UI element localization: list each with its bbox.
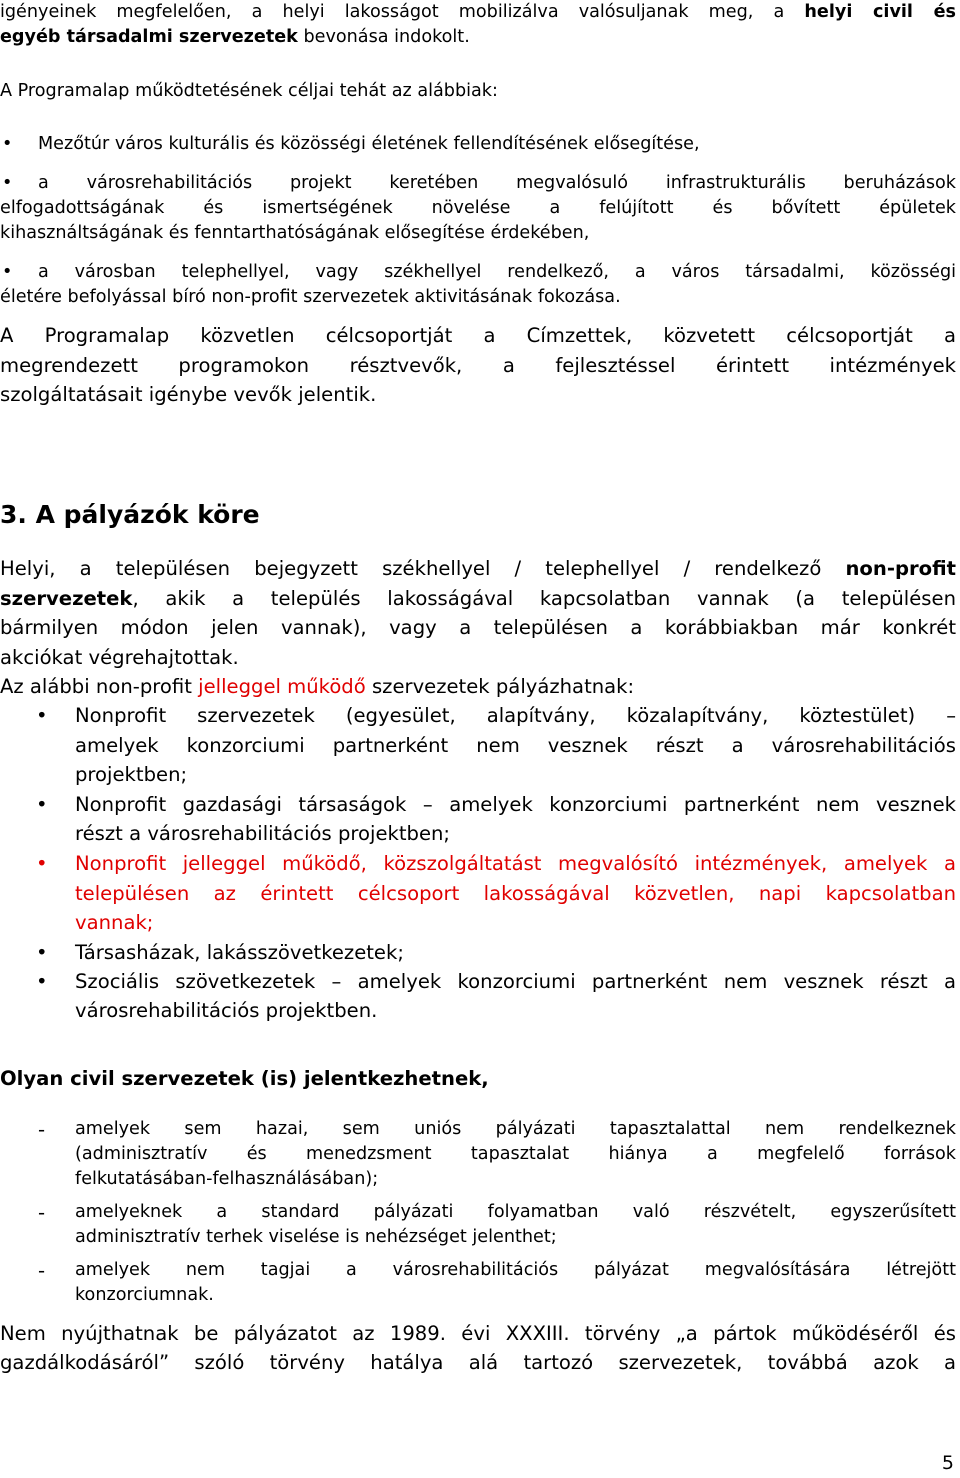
closing-line-1: Nem nyújthatnak be pályázatot az 1989. évi XXXIII. törvény „a pártok működéséről és bbox=[0, 1322, 956, 1345]
target-group-line: A Programalap közvetlen célcsoportját a Címzettek, közvetett célcsoportját a bbox=[0, 324, 956, 347]
civil-item-1-line: amelyek sem hazai, sem uniós pályázati tapasztalattal nem rendelkeznek bbox=[75, 1119, 956, 1139]
civil-heading: Olyan civil szervezetek (is) jelentkezhetnek, bbox=[0, 1067, 489, 1090]
bold-phrase: helyi civil és bbox=[804, 2, 957, 22]
eligible-item-2-line: Nonprofit gazdasági társaságok – amelyek konzorciumi partnerként nem vesznek bbox=[75, 793, 956, 816]
goals-intro: A Programalap működtetésének céljai tehát az alábbiak: bbox=[0, 81, 498, 101]
page-number: 5 bbox=[941, 1452, 954, 1474]
civil-item-1-line: (adminisztratív és menedzsment tapasztalat hiánya a megfelelő források bbox=[75, 1144, 956, 1164]
bullet-dot-icon: • bbox=[36, 970, 48, 993]
bold-phrase: non-profit bbox=[845, 557, 956, 580]
text-run: Az alábbi non-profit bbox=[0, 675, 199, 698]
goal-item-3-line: életére befolyással bíró non-profit szervezetek aktivitásának fokozása. bbox=[0, 287, 621, 307]
eligible-item-1-line: amelyek konzorciumi partnerként nem vesznek részt a városrehabilitációs bbox=[75, 734, 956, 757]
eligible-item-3-line: településen az érintett célcsoport lakosságával közvetlen, napi kapcsolatban bbox=[75, 882, 956, 905]
text-run: szervezetek pályázhatnak: bbox=[365, 675, 635, 698]
applicants-para-line-1 bbox=[0, 554, 956, 584]
bold-phrase: egyéb társadalmi szervezetek bbox=[0, 27, 298, 47]
text-run: Helyi, a településen bejegyzett székhellyel / telephellyel / rendelkező bbox=[0, 557, 846, 580]
civil-item-3-line: amelyek nem tagjai a városrehabilitációs pályázat megvalósítására létrejött bbox=[75, 1260, 956, 1280]
civil-item-3-line: konzorciumnak. bbox=[75, 1285, 214, 1305]
eligible-item-2-line: részt a városrehabilitációs projektben; bbox=[75, 822, 451, 845]
dash-bullet-icon: - bbox=[38, 1259, 46, 1282]
civil-item-2-line: adminisztratív terhek viselése is nehézséget jelenthet; bbox=[75, 1227, 557, 1247]
dash-bullet-icon: - bbox=[38, 1118, 46, 1141]
goal-item-1: Mezőtúr város kulturális és közösségi életének fellendítésének elősegítése, bbox=[38, 134, 700, 154]
goal-item-3-line: a városban telephellyel, vagy székhellyel rendelkező, a város társadalmi, közösségi bbox=[38, 262, 956, 282]
bullet-dot-icon: • bbox=[2, 262, 13, 282]
bold-phrase: szervezetek bbox=[0, 587, 133, 610]
eligible-item-4: Társasházak, lakásszövetkezetek; bbox=[75, 941, 404, 964]
text-run: igényeinek megfelelően, a helyi lakosságot mobilizálva valósuljanak meg, a bbox=[0, 2, 805, 22]
target-group-line: megrendezett programokon résztvevők, a fejlesztéssel érintett intézmények bbox=[0, 354, 956, 377]
eligible-item-1-line: Nonprofit szervezetek (egyesület, alapítvány, közalapítvány, köztestület) – bbox=[75, 704, 956, 727]
goal-item-2-line: kihasználtságának és fenntarthatóságának elősegítése érdekében, bbox=[0, 223, 590, 243]
continuation-line-1 bbox=[0, 0, 956, 25]
goal-item-2-line: a városrehabilitációs projekt keretében megvalósuló infrastrukturális beruházások bbox=[38, 173, 956, 193]
dash-bullet-icon: - bbox=[38, 1201, 46, 1224]
bullet-dot-icon: • bbox=[2, 173, 13, 193]
eligible-item-3-line: vannak; bbox=[75, 911, 154, 934]
bullet-dot-icon: • bbox=[36, 793, 48, 816]
bullet-dot-icon: • bbox=[36, 852, 48, 875]
eligible-item-5-line: városrehabilitációs projektben. bbox=[75, 999, 378, 1022]
text-run: , akik a település lakosságával kapcsolatban vannak (a településen bbox=[132, 587, 956, 610]
civil-item-1-line: felkutatásában-felhasználásában); bbox=[75, 1169, 379, 1189]
closing-line-2: gazdálkodásáról” szóló törvény hatálya alá tartozó szervezetek, továbbá azok a bbox=[0, 1351, 956, 1374]
continuation-line-2 bbox=[0, 25, 956, 50]
applicants-para-line-4: akciókat végrehajtottak. bbox=[0, 646, 239, 669]
eligible-intro bbox=[0, 672, 956, 702]
eligible-item-3-line: Nonprofit jelleggel működő, közszolgáltatást megvalósító intézmények, amelyek a bbox=[75, 852, 956, 875]
bullet-dot-icon: • bbox=[2, 134, 13, 154]
eligible-item-5-line: Szociális szövetkezetek – amelyek konzorciumi partnerként nem vesznek részt a bbox=[75, 970, 956, 993]
civil-item-2-line: amelyeknek a standard pályázati folyamatban való részvételt, egyszerűsített bbox=[75, 1202, 956, 1222]
section-heading: 3. A pályázók köre bbox=[0, 500, 260, 529]
bullet-dot-icon: • bbox=[36, 704, 48, 727]
text-run: bevonása indokolt. bbox=[297, 27, 470, 47]
bullet-dot-icon: • bbox=[36, 941, 48, 964]
highlighted-phrase: jelleggel működő bbox=[198, 675, 366, 698]
applicants-para-line-3: bármilyen módon jelen vannak), vagy a településen a korábbiakban már konkrét bbox=[0, 616, 956, 639]
eligible-item-1-line: projektben; bbox=[75, 763, 188, 786]
target-group-line: szolgáltatásait igénybe vevők jelentik. bbox=[0, 383, 377, 406]
goal-item-2-line: elfogadottságának és ismertségének növelése a felújított és bővített épületek bbox=[0, 198, 956, 218]
applicants-para-line-2 bbox=[0, 584, 956, 614]
